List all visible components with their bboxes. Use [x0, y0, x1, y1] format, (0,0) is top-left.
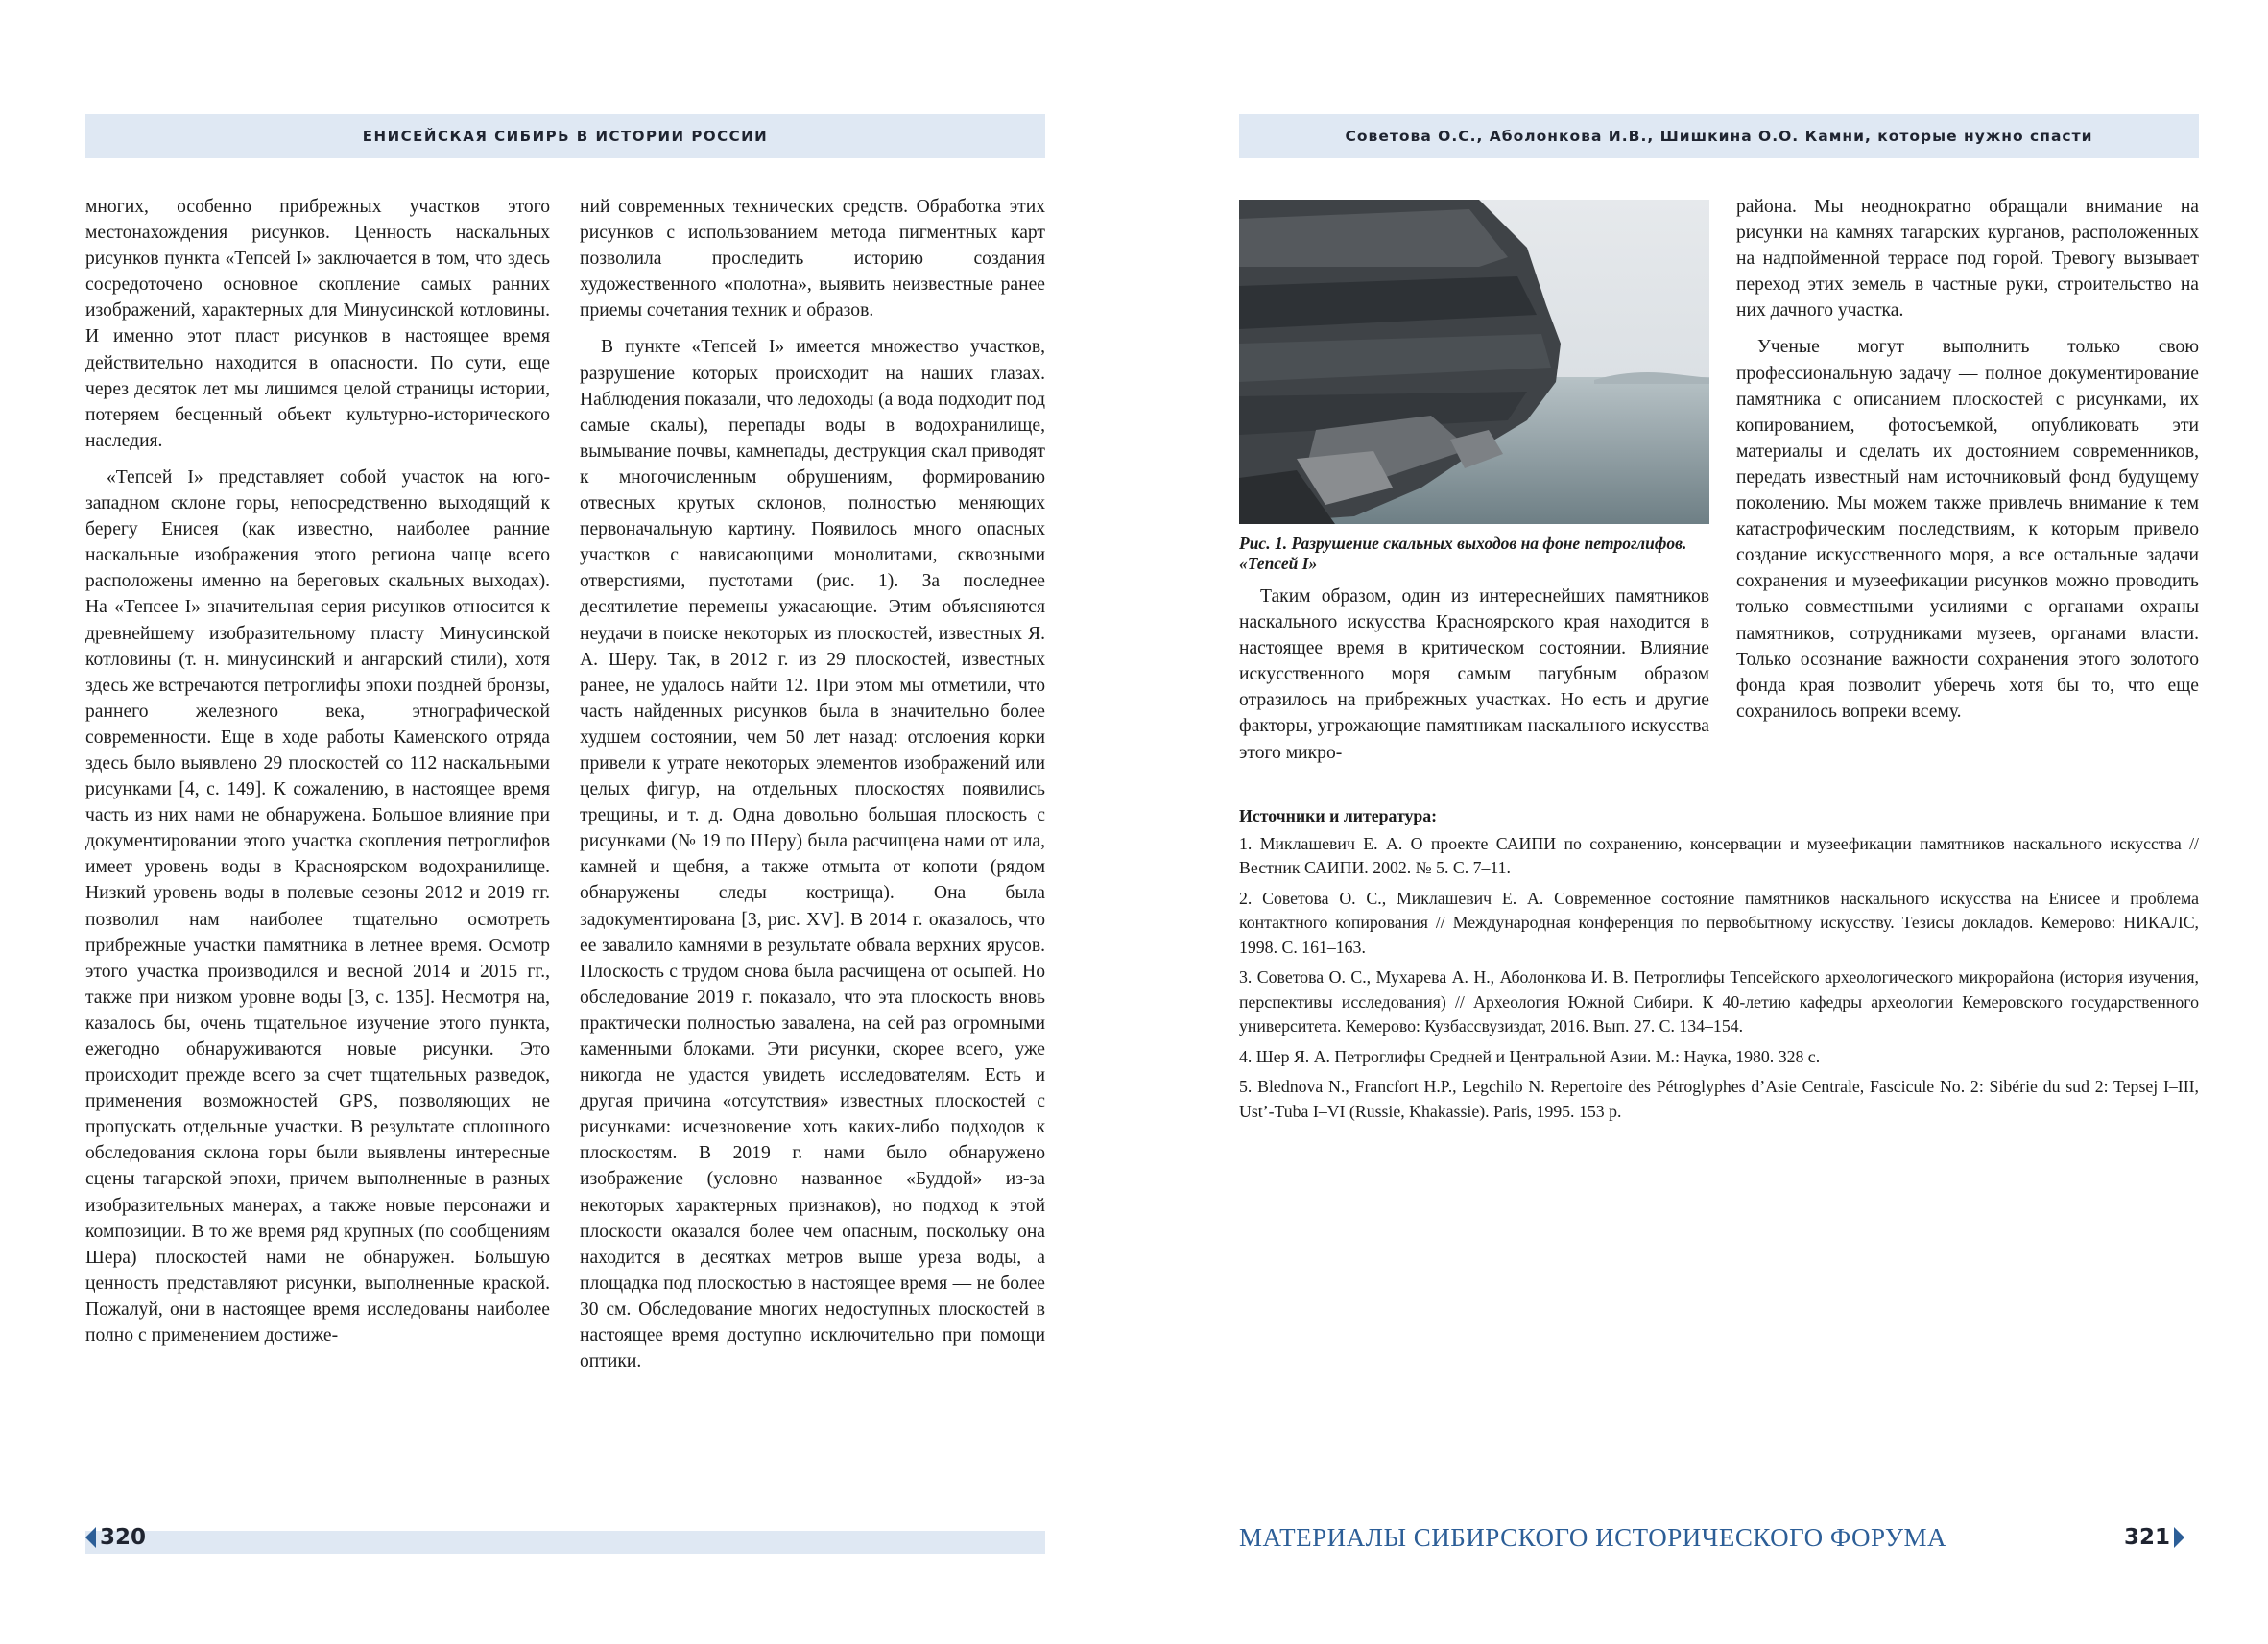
page-number-label: 320: [100, 1525, 147, 1550]
reference-item: 1. Миклашевич Е. А. О проекте САИПИ по сохранению, консервации и музеефикации памятников наскального искусства // Вестник САИПИ. 2002. № 5. С. 7–11.: [1239, 833, 2199, 877]
page-number-label: 321: [2124, 1525, 2171, 1550]
rock-photo-illustration: [1239, 200, 1709, 524]
chevron-left-icon: [85, 1527, 96, 1548]
paragraph: многих, особенно прибрежных участков этого местонахождения рисунков. Ценность наскальных рисунков пункта «Тепсей I» заключается в том, что здесь сосредоточено основное скопление самых ранних изображений, характерных для Минусинской котловины. И именно этот пласт рисунков в настоящее время действительно находится в опасности. По сути, еще через десяток лет мы лишимся целой страницы истории, потеряем бесценный объект культурно-исторического наследия.: [85, 197, 550, 451]
figure-caption: Рис. 1. Разрушение скальных выходов на фоне петроглифов. «Тепсей I»: [1239, 534, 1687, 573]
running-head: Советова О.С., Аболонкова И.В., Шишкина О.О. Камни, которые нужно спасти: [1239, 114, 2199, 158]
running-head: ЕНИСЕЙСКАЯ СИБИРЬ В ИСТОРИИ РОССИИ: [85, 114, 1045, 158]
reference-item: 3. Советова О. С., Мухарева А. Н., Аболонкова И. В. Петроглифы Тепсейского археологического микрорайона (история изучения, перспективы исследования) // Археология Южной Сибири. К 40-летию кафедры археологии Кемеровского государственного университета. Кемерово: Кузбассвузиздат, 2016. Вып. 27. С. 134–154.: [1239, 967, 2199, 1036]
footer-bar: [85, 1531, 1045, 1554]
reference-item: 4. Шер Я. А. Петроглифы Средней и Центральной Азии. М.: Наука, 1980. 328 с.: [1239, 1046, 1821, 1066]
paragraph: «Тепсей I» представляет собой участок на юго-западном склоне горы, непосредственно выходящий к берегу Енисея (как известно, наиболее ранние наскальные изображения этого региона чаще всего расположены именно на береговых скальных выходах). На «Тепсее I» значительная серия рисунков относится к древнейшему изобразительному пласту Минусинской котловины (т. н. минусинский и ангарский стили), хотя здесь же встречаются петроглифы эпохи поздней бронзы, раннего железного века, этнографической современности. Еще в ходе работы Каменского отряда здесь было выявлено 29 плоскостей со 112 наскальными рисунками [4, с. 149]. К сожалению, в настоящее время часть из них нами не обнаружена. Большое влияние при документировании этого участка скопления петроглифов имеет уровень воды в Красноярском водохранилище. Низкий уровень воды в полевые сезоны 2012 и 2019 гг. позволил нам наиболее тщательно осмотреть прибрежные участки памятника в летнее время. Осмотр этого участка производился и весной 2014 и 2015 гг., также при низком уровне воды [3, с. 135]. Несмотря на, казалось бы, очень тщательное изучение этого пункта, ежегодно обнаруживаются новые рисунки. Это происходит прежде всего за счет тщательных разведок, применения возможностей GPS, позволяющих не пропускать отдельные участки. В результате сплошного обследования склона горы были выявлены интересные сцены тагарской эпохи, причем выполненные в разных изобразительных манерах, а также новые персонажи и композиции. В то же время ряд крупных (по сообщениям Шера) плоскостей нами не обнаружен. Большую ценность представляют рисунки, выполненные краской. Пожалуй, они в настоящее время исследованы наиболее полно с применением достиже-: [85, 466, 550, 1346]
paragraph: Таким образом, один из интереснейших памятников наскального искусства Красноярского края находится в настоящее время в критическом состоянии. Влияние искусственного моря самым пагубным образом отразилось на прибрежных участках. Но есть и другие факторы, угрожающие памятникам наскального искусства этого микро-: [1239, 586, 1709, 763]
page-number: [85, 1525, 146, 1550]
rock-photo: [1239, 200, 1709, 524]
right-column-1: [1239, 584, 1709, 766]
right-page: [1134, 0, 2268, 1644]
footer-title: МАТЕРИАЛЫ СИБИРСКОГО ИСТОРИЧЕСКОГО ФОРУМА: [1239, 1523, 1946, 1552]
right-column-2: [1736, 194, 2199, 725]
references: [1239, 804, 2199, 1130]
paragraph: ний современных технических средств. Обработка этих рисунков с использованием метода пигментных карт позволила проследить историю создания художественного «полотна», выявить неизвестные ранее приемы сочетания техник и образов.: [580, 197, 1045, 322]
paragraph: В пункте «Тепсей I» имеется множество участков, разрушение которых происходит на наших глазах. Наблюдения показали, что ледоходы (а вода подходит под самые скалы), перепады воды в водохранилище, вымывание почвы, камнепады, деструкция скал приводят к многочисленным обрушениям, формированию отвесных крутых склонов, полностью меняющих первоначальную картину. Появилось много опасных участков с нависающими монолитами, сквозными отверстиями, пустотами (рис. 1). За последнее десятилетие перемены ужасающие. Этим объясняются неудачи в поиске некоторых из плоскостей, известных Я. А. Шеру. Так, в 2012 г. из 29 плоскостей, известных ранее, не удалось найти 12. При этом мы отметили, что часть найденных рисунков была в значительно более худшем состоянии, чем 50 лет назад: отслоения корки привели к утрате некоторых элементов изображений или целых фигур, на отдельных плоскостях появились трещины, и т. д. Одна довольно большая плоскость с рисунками (№ 19 по Шеру) была расчищена нами от ила, камней и щебня, а также отмыта от копоти (рядом обнаружены следы кострища). Она была задокументирована [3, рис. XV]. В 2014 г. оказалось, что ее завалило камнями в результате обвала верхних ярусов. Плоскость с трудом снова была расчищена от осыпей. Но обследование 2019 г. показало, что эта плоскость вновь практически полностью завалена, на сей раз огромными каменными блоками. Эти рисунки, скорее всего, уже никогда не удастся увидеть исследователям. Есть и другая причина «отсутствия» известных плоскостей с рисунками: исчезновение хоть каких-либо подходов к плоскостям. В 2019 г. нами было обнаружено изображение (условно названное «Буддой» из-за некоторых характерных признаков), но подход к этой плоскости оказался более чем опасным, поскольку она находится в десятках метров выше уреза воды, а площадка под плоскостью в настоящее время — не более 30 см. Обследование многих недоступных плоскостей в настоящее время доступно исключительно при помощи оптики.: [580, 337, 1045, 1372]
page-number: [2124, 1525, 2184, 1550]
reference-item: 2. Советова О. С., Миклашевич Е. А. Современное состояние памятников наскального искусства на Енисее и проблема контактного копирования // Международная конференция по первобытному искусству. Тезисы докладов. Кемерово: НИКАЛС, 1998. С. 161–163.: [1239, 888, 2199, 957]
references-heading: Источники и литература:: [1239, 806, 1438, 825]
paragraph: района. Мы неоднократно обращали внимание на рисунки на камнях тагарских курганов, расположенных на надпойменной террасе под горой. Тревогу вызывает переход этих земель в частные руки, строительство на них дачного участка.: [1736, 197, 2199, 322]
left-column-1: [85, 194, 550, 1348]
chevron-right-icon: [2174, 1527, 2184, 1548]
reference-item: 5. Blednova N., Francfort H.P., Legchilo N. Repertoire des Pétroglyphes d’Asie Centrale, Fascicule No. 2: Sibérie du sud 2: Tepsej I–III, Ust’-Tuba I–VI (Russie, Khakassie). Paris, 1995. 153 p.: [1239, 1077, 2199, 1121]
paragraph: Ученые могут выполнить только свою профессиональную задачу — полное документирование памятника с описанием плоскостей с рисунками, их копированием, фотосъемкой, опубликовать эти материалы и сделать их достоянием современников, передать известный нам источниковый фонд будущему поколению. Мы можем также привлечь внимание к тем катастрофическим последствиям, к которым привело создание искусственного моря, а все остальные задачи сохранения и музеефикации рисунков можно проводить только совместными усилиями с органами охраны памятников, сотрудниками музеев, органами власти. Только осознание важности сохранения этого золотого фонда края позволит уберечь хотя бы то, что еще сохранилось вопреки всему.: [1736, 337, 2199, 722]
left-column-2: [580, 194, 1045, 1374]
